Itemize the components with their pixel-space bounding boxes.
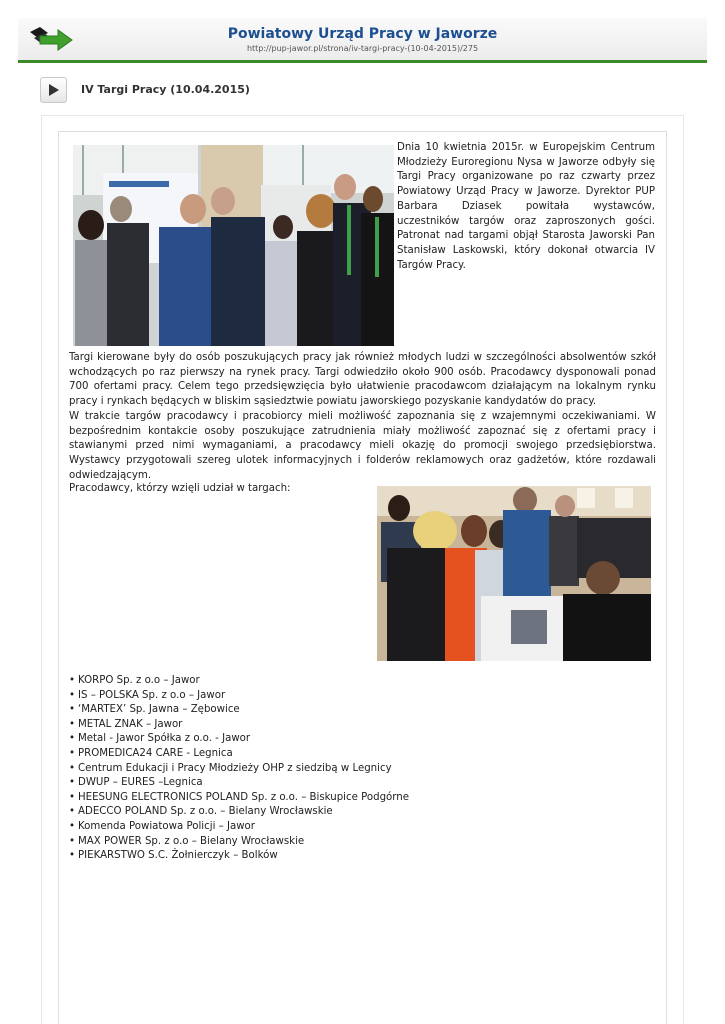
article-body — [69, 351, 656, 483]
page-url: http://pup-jawor.pl/strona/iv-targi-pracy-(10-04-2015)/275 — [246, 44, 479, 53]
employer-item: • METAL ZNAK – Jawor — [69, 718, 409, 733]
header-divider — [18, 60, 707, 63]
employer-item: • Komenda Powiatowa Policji – Jawor — [69, 820, 409, 835]
employer-item: • HEESUNG ELECTRONICS POLAND Sp. z o.o. – Biskupice Podgórne — [69, 791, 409, 806]
employer-item: • IS – POLSKA Sp. z o.o – Jawor — [69, 689, 409, 704]
employer-item: • DWUP – EURES –Legnica — [69, 776, 409, 791]
employer-item: • PROMEDICA24 CARE - Legnica — [69, 747, 409, 762]
fair-opening-photo — [73, 145, 394, 346]
employer-item: • MAX POWER Sp. z o.o – Bielany Wrocławskie — [69, 835, 409, 850]
employer-item: • Centrum Edukacji i Pracy Młodzieży OHP z siedzibą w Legnicy — [69, 762, 409, 777]
employer-item: • PIEKARSTWO S.C. Żołnierczyk – Bolków — [69, 849, 409, 864]
page-title: IV Targi Pracy (10.04.2015) — [81, 83, 250, 96]
employer-item: • ‘MARTEX’ Sp. Jawna – Zębowice — [69, 703, 409, 718]
employers-label: Pracodawcy, którzy wzięli udział w targach: — [69, 483, 291, 494]
article-intro: Dnia 10 kwietnia 2015r. w Europejskim Centrum Młodzieży Euroregionu Nysa w Jaworze odbyły się Targi Pracy organizowane po raz czwarty przez Powiatowy Urząd Pracy w Jaworze. Dyrektor PUP Barbara Dziasek powitała wystawców, uczestników targów oraz zaproszonych gości. Patronat nad targami objął Starosta Jaworski Pan Stanisław Laskowski, który dokonał otwarcia IV Targów Pracy. — [397, 142, 655, 271]
employer-item: • KORPO Sp. z o.o – Jawor — [69, 674, 409, 689]
employer-item: • Metal - Jawor Spółka z o.o. - Jawor — [69, 732, 409, 747]
employers-list — [69, 674, 409, 864]
play-arrow-icon — [49, 84, 59, 96]
fair-visitors-photo — [377, 486, 651, 661]
employer-item: • ADECCO POLAND Sp. z o.o. – Bielany Wrocławskie — [69, 805, 409, 820]
site-title[interactable]: Powiatowy Urząd Pracy w Jaworze — [227, 26, 498, 42]
article-paragraph-2: W trakcie targów pracodawcy i pracobiorcy mieli możliwość zapoznania się z wzajemnymi oczekiwaniami. W bezpośrednim kontakcie osoby poszukujące zatrudnienia miały możliwość zapoznać się z ofertami pracy i stawianymi przed nimi wymaganiami, a pracodawcy mieli okazję do promocji swojego przedsiębiorstwa. Wystawcy przygotowali szereg ulotek informacyjnych i folderów reklamowych oraz gadżetów, które rozdawali odwiedzającym. — [69, 410, 656, 481]
article-paragraph-1: Targi kierowane były do osób poszukujących pracy jak również młodych ludzi w szczególności absolwentów szkół wchodzących po raz pierwszy na rynek pracy. Targi odwiedziło około 900 osób. Pracodawcy dysponowali ponad 700 ofertami pracy. Celem tego przedsięwzięcia było ułatwienie pracodawcom działającym na lokalnym rynku pracy i rynkach będących w bliskim sąsiedztwie powiatu jaworskiego pozyskanie kandydatów do pracy. — [69, 352, 656, 408]
play-arrow-button[interactable] — [40, 77, 67, 103]
